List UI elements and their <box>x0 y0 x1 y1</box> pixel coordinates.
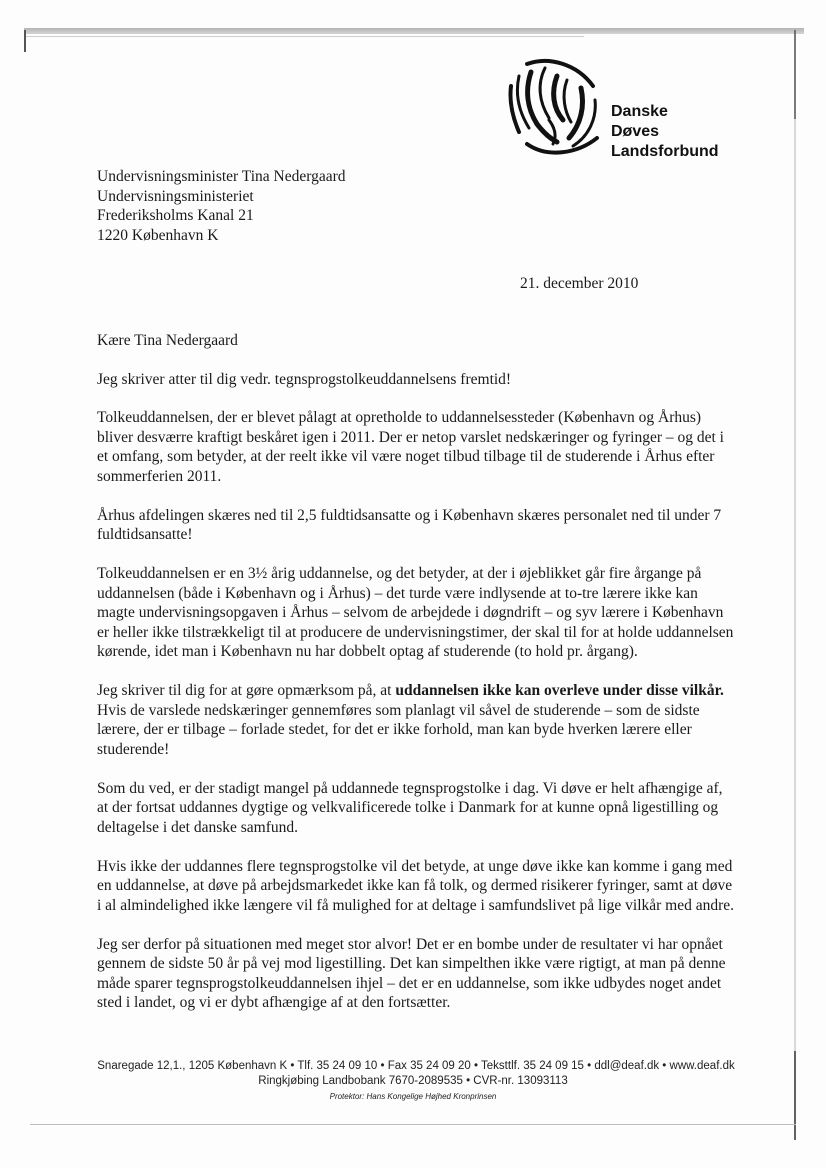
letter-footer <box>0 1059 826 1103</box>
scan-edge-top <box>24 28 804 34</box>
paragraph-3: Århus afdelingen skæres ned til 2,5 fuldtidsansatte og i København skæres personalet ned til under 7 fuldtidsansatte! <box>97 506 722 543</box>
org-name-line-3: Landsforbund <box>611 143 719 160</box>
ddl-hands-logo-icon <box>497 58 609 160</box>
scan-edge-left <box>24 30 26 52</box>
footer-bank-line: Ringkjøbing Landbobank 7670-2089535 • CVR-nr. 13093113 <box>258 1075 568 1087</box>
salutation: Kære Tina Nedergaard <box>97 332 238 349</box>
recipient-line-2: Undervisningsministeriet <box>97 187 254 205</box>
paragraph-5-emphasis: uddannelsen ikke kan overleve under disse vilkår. <box>395 682 724 699</box>
paragraph-5-start: Jeg skriver til dig for at gøre opmærksom på, at <box>97 682 396 699</box>
paragraph-6: Som du ved, er der stadigt mangel på uddannede tegnsprogstolke i dag. Vi døve er helt afhængige af, at der fortsat uddannes dygtige og velkvalificerede tolke i Danmark for at kunne opnå ligestilling og deltagelse i det danske samfund. <box>97 779 723 836</box>
org-name-line-2: Døves <box>611 123 660 140</box>
footer-contact-line: Snaregade 12,1., 1205 København K • Tlf. 35 24 09 10 • Fax 35 24 09 20 • Teksttlf. 35 24 09 15 • ddl@deaf.dk • www.deaf.dk <box>97 1060 735 1072</box>
paragraph-7: Hvis ikke der uddannes flere tegnsprogstolke vil det betyde, at unge døve ikke kan komme i gang med en uddannelse, at døve på arbejdsmarkedet ikke kan få tolk, og dermed risikerer fyringer, samt at døve i al almindelighed ikke længere vil få mulighed for at deltage i samfundslivet på lige vilkår med andre. <box>97 857 735 914</box>
paragraph-2: Tolkeuddannelsen, der er blevet pålagt at opretholde to uddannelsessteder (København og Århus) bliver desværre kraftigt beskåret igen i 2011. Der er netop varslet nedskæringer og fyringer – og det i et omfang, som betyder, at der reelt ikke vil være noget tilbud tilbage til de studerende i Århus efter sommerferien 2011. <box>97 409 724 485</box>
recipient-line-1: Undervisningsminister Tina Nedergaard <box>97 168 346 185</box>
recipient-line-4: 1220 København K <box>97 226 219 244</box>
scan-edge-top-thin <box>24 36 584 37</box>
footer-patron-line: Protektor: Hans Kongelige Højhed Kronprinsen <box>329 1092 497 1101</box>
scan-edge-bottom <box>30 1124 796 1125</box>
paragraph-4: Tolkeuddannelsen er en 3½ årig uddannelse, og det betyder, at der i øjeblikket går fire årgange på uddannelsen (både i København og i Århus) – det turde være indlysende at to-tre lærere ikke kan magte undervisningsopgaven i Århus – selvom de arbejdede i døgndrift – og syv lærere i København er heller ikke tilstrækkeligt til at producere de undervisningstimer, der skal til for at holde uddannelsen kørende, idet man i København nu har dobbelt optag af studerende (to hold pr. årgang). <box>97 565 734 660</box>
paragraph-5 <box>97 681 737 759</box>
letter-date: 21. december 2010 <box>520 275 639 292</box>
scan-edge-right <box>794 30 796 1140</box>
paragraph-1: Jeg skriver atter til dig vedr. tegnsprogstolkeuddannelsens fremtid! <box>97 370 512 388</box>
organization-name <box>611 102 719 162</box>
recipient-line-3: Frederiksholms Kanal 21 <box>97 207 254 224</box>
letter-body <box>97 331 737 1032</box>
paragraph-5-end: Hvis de varslede nedskæringer gennemføres som planlagt vil såvel de studerende – som de sidste lærere, der er tilbage – forlade stedet, for det er ikke forhold, man kan byde hverken lærere eller studerende! <box>97 701 700 758</box>
recipient-address <box>97 167 346 245</box>
org-name-line-1: Danske <box>611 103 668 120</box>
paragraph-8: Jeg ser derfor på situationen med meget stor alvor! Det er en bombe under de resultater vi har opnået gennem de sidste 50 år på vej mod ligestilling. Det kan simpelthen ikke være rigtigt, at man på denne måde sparer tegnsprogstolkeuddannelsen ihjel – det er en uddannelse, som ikke udbydes noget andet sted i landet, og vi er dybt afhængige af at den fortsætter. <box>97 935 726 1011</box>
